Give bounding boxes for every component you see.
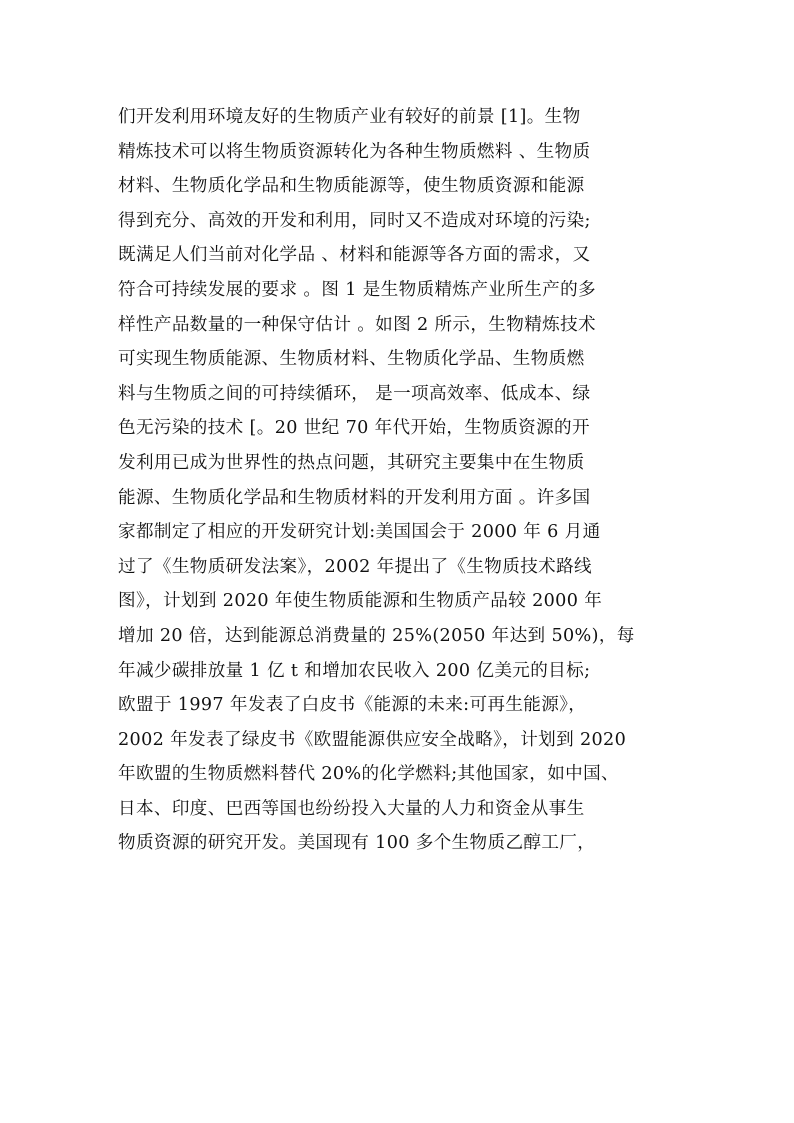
text-line: 家都制定了相应的开发研究计划:美国国会于 2000 年 6 月通 <box>118 522 601 543</box>
text-line: 年欧盟的生物质燃料替代 20%的化学燃料;其他国家，如中国、 <box>118 764 619 785</box>
text-line: 符合可持续发展的要求 。图 1 是生物质精炼产业所生产的多 <box>118 279 596 300</box>
text-line: 材料、生物质化学品和生物质能源等，使生物质资源和能源 <box>118 176 585 197</box>
text-line: 2002 年发表了绿皮书《欧盟能源供应安全战略》，计划到 2020 <box>118 729 627 750</box>
text-line: 过了《生物质研发法案》，2002 年提出了《生物质技术路线 <box>118 556 592 577</box>
text-line: 增加 20 倍，达到能源总消费量的 25%(2050 年达到 50%)，每 <box>118 625 635 646</box>
text-line: 得到充分、高效的开发和利用，同时又不造成对环境的污染; <box>118 210 591 231</box>
text-line: 图》，计划到 2020 年使生物质能源和生物质产品较 2000 年 <box>118 591 603 612</box>
text-line: 既满足人们当前对化学品 、材料和能源等各方面的需求，又 <box>118 245 591 266</box>
text-line: 色无污染的技术 [。20 世纪 70 年代开始，生物质资源的开 <box>118 418 590 439</box>
body-text <box>118 100 678 861</box>
text-line: 料与生物质之间的可持续循环， 是一项高效率、低成本、绿 <box>118 383 591 404</box>
text-line: 们开发利用环境友好的生物质产业有较好的前景 [1]。生物 <box>118 107 581 127</box>
text-line: 欧盟于 1997 年发表了白皮书《能源的未来:可再生能源》， <box>118 695 587 716</box>
text-line: 能源、生物质化学品和生物质材料的开发利用方面 。许多国 <box>118 487 591 508</box>
text-line: 年减少碳排放量 1 亿 t 和增加农民收入 200 亿美元的目标; <box>118 660 591 681</box>
text-line: 日本、印度、巴西等国也纷纷投入大量的人力和资金从事生 <box>118 798 585 819</box>
text-line: 精炼技术可以将生物质资源转化为各种生物质燃料 、生物质 <box>118 141 591 162</box>
text-line: 发利用已成为世界性的热点问题，其研究主要集中在生物质 <box>118 452 585 473</box>
text-line: 样性产品数量的一种保守估计 。如图 2 所示，生物精炼技术 <box>118 314 596 335</box>
text-line: 可实现生物质能源、生物质材料、生物质化学品、生物质燃 <box>118 349 585 370</box>
text-line: 物质资源的研究开发。美国现有 100 多个生物质乙醇工厂， <box>118 833 596 854</box>
